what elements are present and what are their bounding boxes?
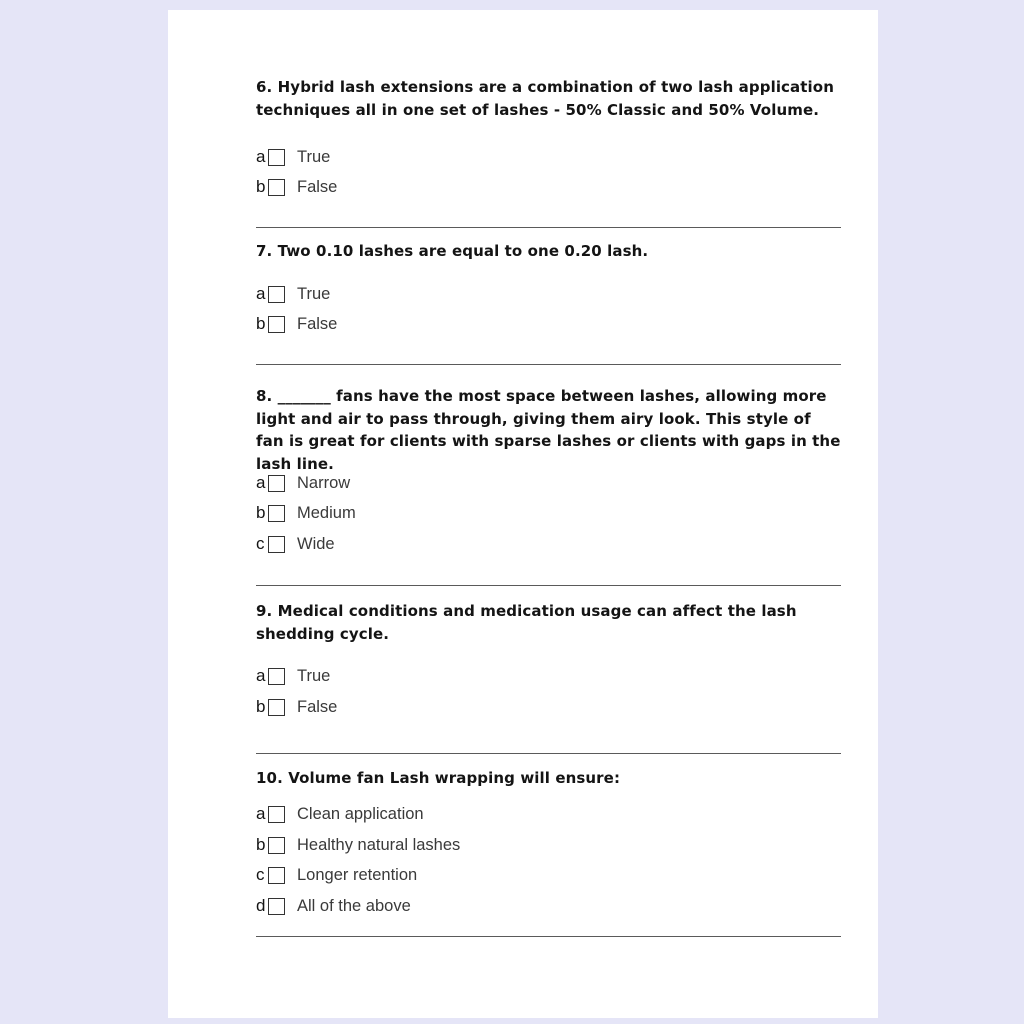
question-6: [256, 76, 842, 196]
checkbox[interactable]: [268, 286, 285, 303]
option-label: All of the above: [297, 897, 411, 915]
question-text: 7. Two 0.10 lashes are equal to one 0.20 lash.: [256, 242, 649, 260]
question-8: [256, 385, 842, 553]
question-text: 10. Volume fan Lash wrapping will ensure:: [256, 769, 621, 787]
checkbox[interactable]: [268, 867, 285, 884]
option-label: False: [297, 698, 338, 716]
answer-option-b[interactable]: [256, 313, 337, 335]
answer-option-a[interactable]: [256, 146, 330, 168]
option-letter: d: [256, 896, 266, 915]
option-label: False: [297, 178, 338, 196]
divider: [256, 936, 841, 937]
option-letter: a: [256, 666, 266, 685]
option-letter: a: [256, 284, 266, 303]
question-text: 8. _______ fans have the most space between lashes, allowing more light and air to pass through, giving them airy look. This style of fan is great for clients with sparse lashes or clients with gaps in the lash line.: [256, 387, 841, 473]
option-letter: b: [256, 835, 266, 854]
option-label: Longer retention: [297, 866, 418, 884]
answer-option-c[interactable]: [256, 864, 417, 886]
divider: [256, 753, 841, 754]
option-letter: a: [256, 147, 266, 166]
answer-option-b[interactable]: [256, 502, 356, 524]
option-letter: b: [256, 314, 266, 333]
option-letter: b: [256, 177, 266, 196]
option-label: True: [297, 285, 331, 303]
checkbox[interactable]: [268, 806, 285, 823]
answer-option-d[interactable]: [256, 895, 411, 917]
option-label: Wide: [297, 535, 335, 553]
question-10: [256, 767, 842, 915]
checkbox[interactable]: [268, 505, 285, 522]
option-letter: c: [256, 534, 265, 553]
question-text: 9. Medical conditions and medication usage can affect the lash shedding cycle.: [256, 602, 797, 643]
answer-option-b[interactable]: [256, 696, 337, 718]
option-label: False: [297, 315, 338, 333]
option-letter: b: [256, 697, 266, 716]
option-label: Narrow: [297, 474, 351, 492]
option-label: True: [297, 148, 331, 166]
answer-option-a[interactable]: [256, 803, 424, 825]
answer-option-a[interactable]: [256, 283, 330, 305]
checkbox[interactable]: [268, 316, 285, 333]
checkbox[interactable]: [268, 179, 285, 196]
answer-option-a[interactable]: [256, 665, 330, 687]
answer-option-b[interactable]: [256, 176, 337, 198]
checkbox[interactable]: [268, 699, 285, 716]
answer-option-b[interactable]: [256, 834, 460, 856]
checkbox[interactable]: [268, 475, 285, 492]
question-text: 6. Hybrid lash extensions are a combination of two lash application techniques all in one set of lashes - 50% Classic and 50% Volume.: [256, 78, 834, 119]
answer-option-c[interactable]: [256, 533, 335, 555]
checkbox[interactable]: [268, 536, 285, 553]
option-label: Medium: [297, 504, 356, 522]
question-9: [256, 600, 842, 716]
option-letter: c: [256, 865, 265, 884]
question-7: [256, 240, 842, 333]
option-letter: b: [256, 503, 266, 522]
checkbox[interactable]: [268, 837, 285, 854]
checkbox[interactable]: [268, 149, 285, 166]
option-letter: a: [256, 473, 266, 492]
quiz-page: [168, 10, 878, 1018]
option-label: True: [297, 667, 331, 685]
divider: [256, 227, 841, 228]
option-label: Healthy natural lashes: [297, 836, 461, 854]
divider: [256, 585, 841, 586]
answer-option-a[interactable]: [256, 472, 350, 494]
checkbox[interactable]: [268, 668, 285, 685]
divider: [256, 364, 841, 365]
option-letter: a: [256, 804, 266, 823]
checkbox[interactable]: [268, 898, 285, 915]
option-label: Clean application: [297, 805, 424, 823]
